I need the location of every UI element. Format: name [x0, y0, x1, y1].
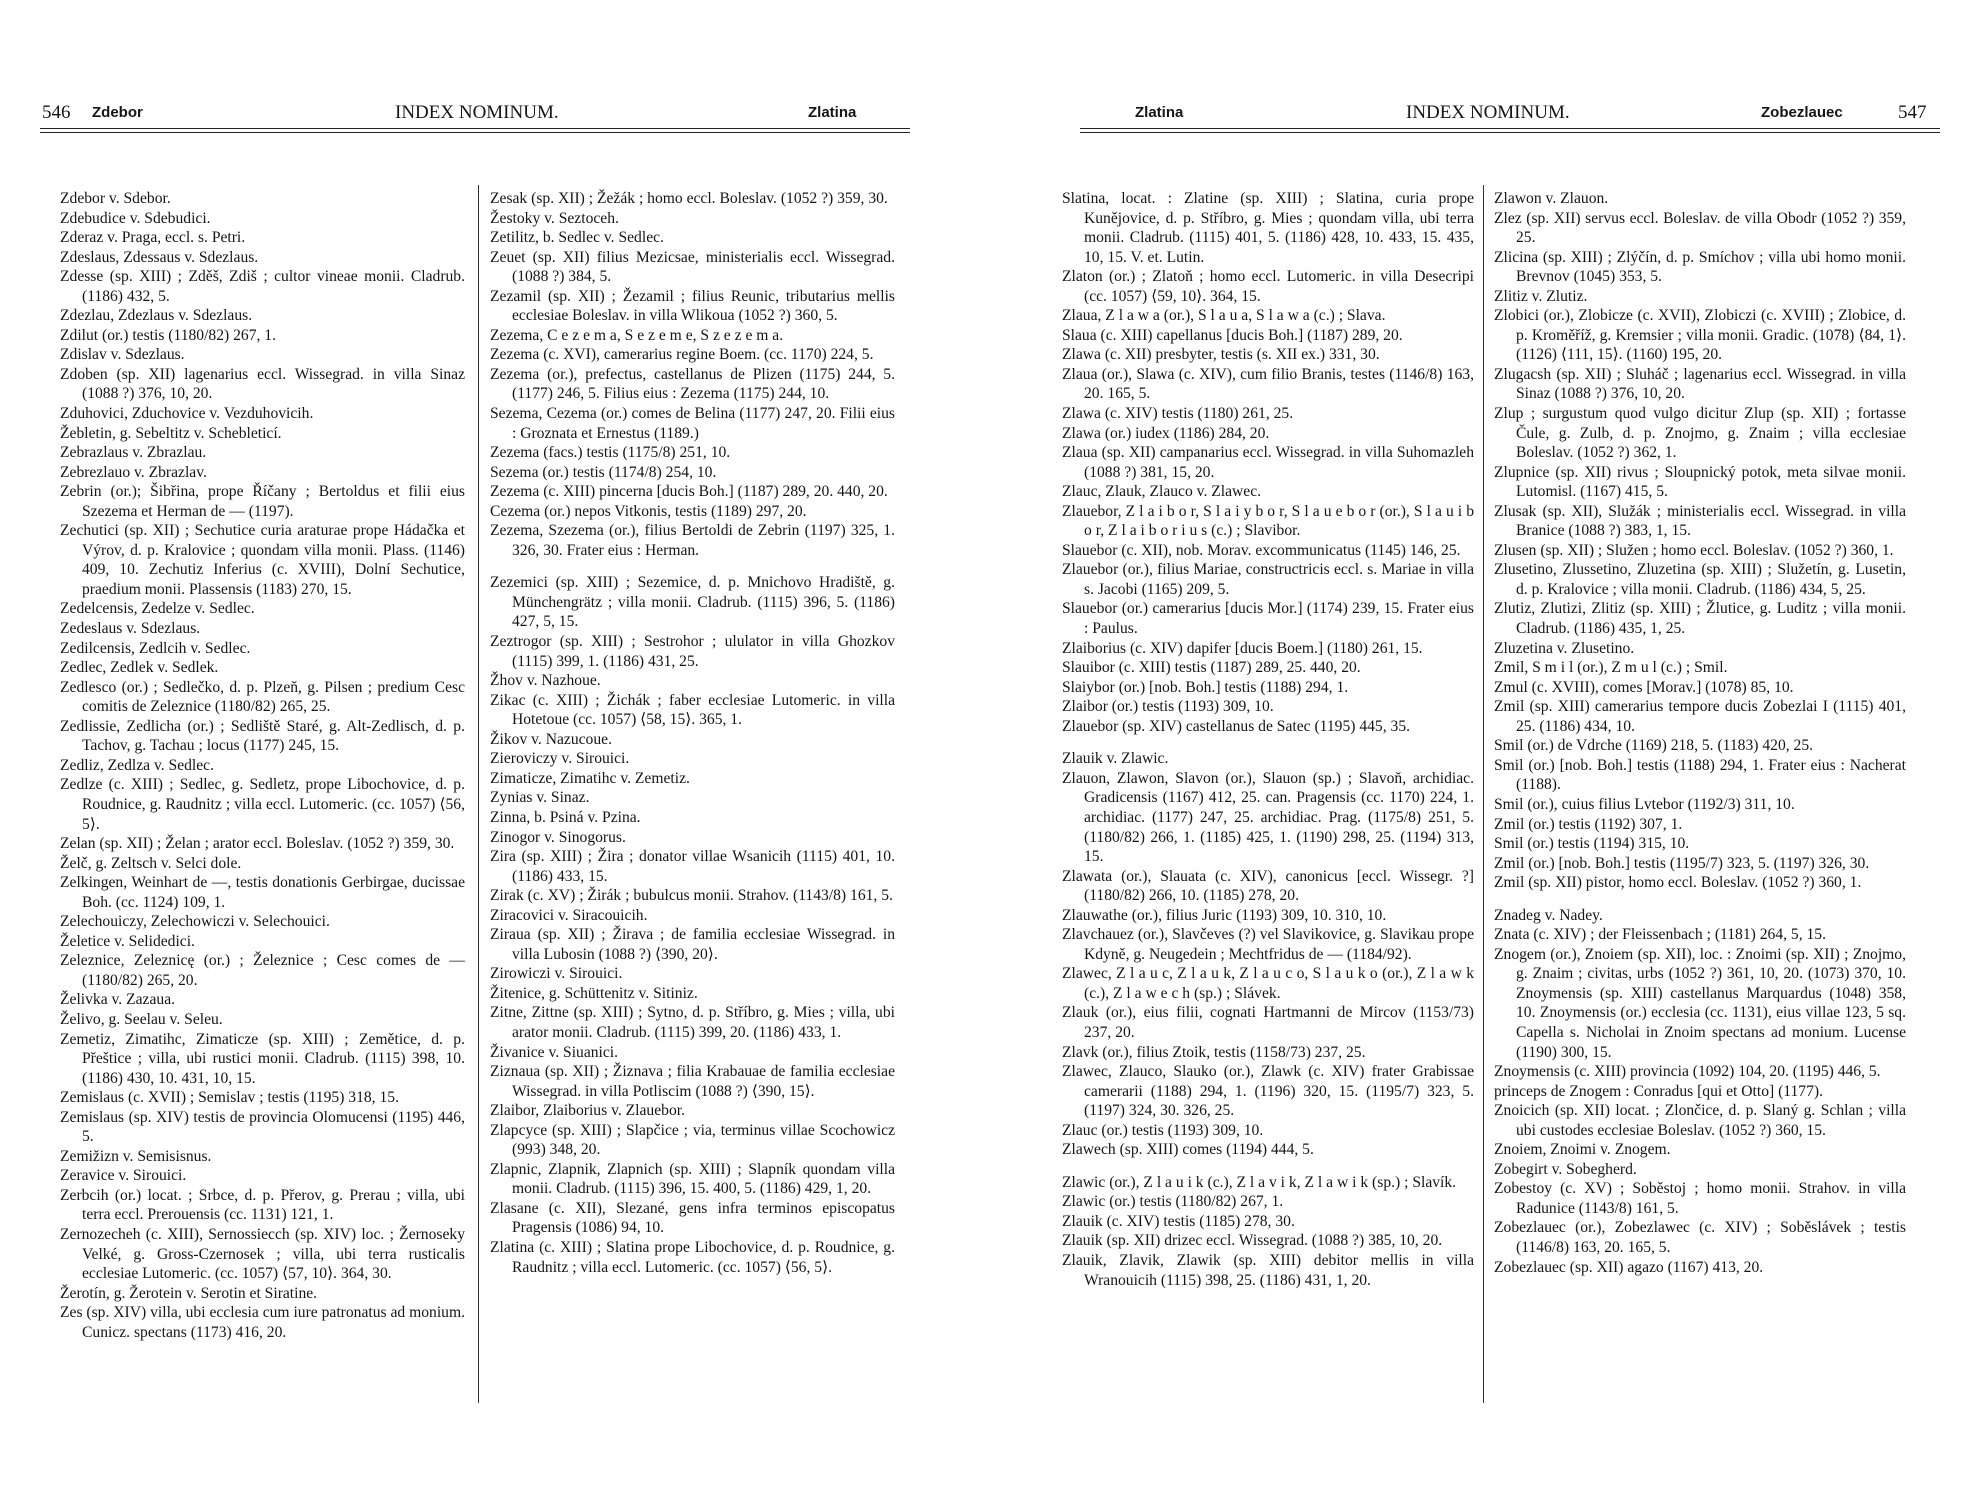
index-entry: Žestoky v. Seztoceh. — [490, 209, 619, 227]
index-entry: Zemetiz, Zimatihc, Zimaticze (sp. XIII) ; Zemětice, d. p. Přeštice ; villa, ubi rustici monii. Cladrub. (1115) 398, 10. (1186) 430, 10. 431, 10, 15. — [60, 1030, 465, 1087]
left-header-rule-thin — [40, 132, 910, 133]
index-entry: Zduhovici, Zduchovice v. Vezduhovicih. — [60, 405, 314, 423]
left-header-title: INDEX NOMINUM. — [395, 102, 559, 123]
index-entry: Zlaua (sp. XII) campanarius eccl. Wissegrad. in villa Suhomazleh (1088 ?) 381, 15, 20. — [1062, 444, 1474, 481]
index-entry: Želivo, g. Seelau v. Seleu. — [60, 1010, 223, 1028]
index-entry: Zezemici (sp. XIII) ; Sezemice, d. p. Mnichovo Hradiště, g. Münchengrätz ; villa monii. Cladrub. (1115) 396, 5. (1186) 427, 5, 15. — [490, 574, 895, 631]
index-entry: Smil (or.) testis (1194) 315, 10. — [1494, 835, 1690, 853]
index-entry: Zlauk (or.), eius filii, cognati Hartmanni de Mircov (1153/73) 237, 20. — [1062, 1004, 1474, 1041]
index-entry: Znadeg v. Nadey. — [1494, 906, 1603, 924]
index-entry: Zluzetina v. Zlusetino. — [1494, 639, 1635, 657]
right-header-first-entry: Zlatina — [1135, 104, 1184, 121]
right-column-2 — [1494, 189, 1906, 1277]
index-entry: Zeuet (sp. XII) filius Mezicsae, ministerialis eccl. Wissegrad. (1088 ?) 384, 5. — [490, 248, 895, 286]
index-entry: Slaiybor (or.) [nob. Boh.] testis (1188) 294, 1. — [1062, 678, 1349, 696]
index-entry: Zmul (c. XVIII), comes [Morav.] (1078) 85, 10. — [1494, 678, 1794, 696]
left-column-1 — [60, 189, 465, 1342]
index-entry: Ziracovici v. Siracouicih. — [490, 906, 648, 924]
index-entry: Zelkingen, Weinhart de —, testis donationis Gerbirgae, ducissae Boh. (cc. 1124) 109, 1. — [60, 874, 465, 911]
index-entry: Zlawata (or.), Slauata (c. XIV), canonicus [eccl. Wissegr. ?] (1180/82) 266, 10. (1185) 278, 20. — [1062, 867, 1474, 905]
index-entry: Zlauik, Zlavik, Zlawik (sp. XIII) debitor mellis in villa Wranouicih (1115) 398, 25. (1186) 431, 1, 20. — [1062, 1251, 1474, 1289]
index-entry: Zitne, Zittne (sp. XIII) ; Sytno, d. p. Stříbro, g. Mies ; villa, ubi arator monii. Cladrub. (1115) 399, 20. (1186) 433, 1. — [490, 1004, 895, 1041]
index-entry: Zedliz, Zedlza v. Sedlec. — [60, 756, 214, 774]
index-entry: Zetilitz, b. Sedlec v. Sedlec. — [490, 229, 664, 247]
index-entry: Zeztrogor (sp. XIII) ; Sestrohor ; ululator in villa Ghozkov (1115) 399, 1. (1186) 431, 25. — [490, 633, 895, 670]
index-entry: Želivka v. Zazaua. — [60, 991, 176, 1009]
index-entry: Ziznaua (sp. XII) ; Žiznava ; filia Krabauae de familia ecclesiae Wissegrad. in villa Potliscim (1088 ?) ⟨390, 15⟩. — [490, 1063, 895, 1100]
index-entry: Zdilut (or.) testis (1180/82) 267, 1. — [60, 326, 276, 344]
index-entry: Zlauik (c. XIV) testis (1185) 278, 30. — [1062, 1212, 1295, 1230]
index-entry: Zlauc, Zlauk, Zlauco v. Zlawec. — [1062, 483, 1262, 501]
index-entry: Žebletin, g. Sebeltitz v. Schebleticí. — [60, 424, 282, 442]
index-entry: Žerotín, g. Žerotein v. Serotin et Siratine. — [60, 1284, 318, 1302]
right-header-last-entry: Zobezlauec — [1761, 104, 1843, 121]
index-entry: Zezema (c. XVI), camerarius regine Boem. (cc. 1170) 224, 5. — [490, 346, 874, 364]
index-entry: Zinogor v. Sinogorus. — [490, 828, 626, 846]
index-entry: princeps de Znogem : Conradus [qui et Otto] (1177). — [1494, 1082, 1823, 1100]
index-entry: Zedlissie, Zedlicha (or.) ; Sedliště Staré, g. Alt-Zedlisch, d. p. Tachov, g. Tachau ; locus (1177) 245, 15. — [60, 717, 465, 755]
index-entry: Zezema, Szezema (or.), filius Bertoldi de Zebrin (1197) 325, 1. 326, 30. Frater eius : Herman. — [490, 522, 895, 559]
index-entry: Zlauc (or.) testis (1193) 309, 10. — [1062, 1121, 1264, 1139]
index-entry: Zlauwathe (or.), filius Juric (1193) 309, 10. 310, 10. — [1062, 906, 1387, 924]
index-entry: Živanice v. Siuanici. — [490, 1043, 619, 1061]
index-entry: Zlupnice (sp. XII) rivus ; Sloupnický potok, meta silvae monii. Lutomisl. (1167) 415, 5. — [1494, 463, 1906, 501]
index-entry: Zlusen (sp. XII) ; Služen ; homo eccl. Boleslav. (1052 ?) 360, 1. — [1494, 541, 1894, 559]
index-entry: Smil (or.) [nob. Boh.] testis (1188) 294, 1. Frater eius : Nacherat (1188). — [1494, 756, 1906, 794]
index-entry: Zedlesco (or.) ; Sedlečko, d. p. Plzeň, g. Pilsen ; predium Cesc comitis de Zeleznice (1180/82) 265, 25. — [60, 678, 465, 716]
index-entry: Znata (c. XIV) ; der Fleissenbach ; (1181) 264, 5, 15. — [1494, 926, 1826, 944]
right-page-header — [1080, 98, 1940, 128]
right-page-number: 547 — [1898, 102, 1927, 123]
index-entry: Zlaua (or.), Slawa (c. XIV), cum filio Branis, testes (1146/8) 163, 20. 165, 5. — [1062, 365, 1474, 403]
index-entry: Zesak (sp. XII) ; Žežák ; homo eccl. Boleslav. (1052 ?) 359, 30. — [490, 190, 888, 207]
index-entry: Zmil (sp. XIII) camerarius tempore ducis Zobezlai I (1115) 401, 25. (1186) 434, 10. — [1494, 698, 1906, 735]
index-entry: Znogem (or.), Znoiem (sp. XII), loc. : Znoimi (sp. XII) ; Znojmo, g. Znaim ; civitas, urbs (1052 ?) 361, 10, 20. (1073) 370, 10. Znoymensis (sp. XIII) castellanus Marquardus (1048) 358, 10. Znoymensis (or.) ecclesia (cc. 1131), eius villae 123, 5 sq. Capella s. Nicholai in Znoim spectans ad monium. Lucense (1190) 300, 15. — [1494, 945, 1906, 1061]
left-page-number: 546 — [42, 102, 71, 123]
index-entry: Zobestoy (c. XV) ; Soběstoj ; homo monii. Strahov. in villa Radunice (1143/8) 161, 5. — [1494, 1180, 1906, 1217]
index-entry: Slauebor (c. XII), nob. Morav. excommunicatus (1145) 146, 25. — [1062, 541, 1461, 559]
index-entry: Zmil (or.) [nob. Boh.] testis (1195/7) 323, 5. (1197) 326, 30. — [1494, 854, 1870, 872]
index-entry: Znoymensis (c. XIII) provincia (1092) 104, 20. (1195) 446, 5. — [1494, 1063, 1881, 1081]
index-entry: Zieroviczy v. Sirouici. — [490, 750, 630, 768]
right-column-1 — [1062, 189, 1474, 1290]
index-entry: Zlez (sp. XII) servus eccl. Boleslav. de villa Obodr (1052 ?) 359, 25. — [1494, 209, 1906, 247]
index-entry: Zlauik (sp. XII) drizec eccl. Wissegrad. (1088 ?) 385, 10, 20. — [1062, 1232, 1443, 1250]
index-entry: Zelechouiczy, Zelechowiczi v. Selechouici. — [60, 913, 330, 931]
index-entry: Zikac (c. XIII) ; Žichák ; faber ecclesiae Lutomeric. in villa Hotetoue (cc. 1057) ⟨58, 15⟩. 365, 1. — [490, 691, 895, 729]
index-entry: Zernozecheh (c. XIII), Sernossiecch (sp. XIV) loc. ; Žernoseky Velké, g. Gross-Czernosek ; villa, ubi terra rusticalis ecclesiae Lutomeric. (cc. 1057) ⟨57, 10⟩. 364, 30. — [60, 1225, 465, 1283]
index-entry: Zeleznice, Zeleznicę (or.) ; Železnice ; Cesc comes de — (1180/82) 265, 20. — [60, 952, 465, 989]
index-entry: Zlup ; surgustum quod vulgo dicitur Zlup (sp. XII) ; fortasse Čule, g. Zulb, d. p. Znojmo, g. Znaim ; villa ecclesiae Boleslav. (1052 ?) 362, 1. — [1494, 405, 1906, 462]
index-entry: Zelan (sp. XII) ; Želan ; arator eccl. Boleslav. (1052 ?) 359, 30. — [60, 835, 455, 853]
index-entry: Zemižizn v. Semisisnus. — [60, 1147, 212, 1165]
index-entry: Zeravice v. Sirouici. — [60, 1167, 187, 1185]
index-entry: Zlavchauez (or.), Slavčeves (?) vel Slavikovice, g. Slavikau prope Kdyně, g. Neugedein ; Mechtfridus de — (1184/92). — [1062, 926, 1474, 963]
index-entry: Zlusetino, Zlussetino, Zluzetina (sp. XIII) ; Služetín, g. Lusetin, d. p. Kralovice ; villa monii. Cladrub. (1186) 434, 5, 25. — [1494, 561, 1906, 598]
index-entry: Zedelcensis, Zedelze v. Sedlec. — [60, 600, 255, 618]
index-entry: Zdebor v. Sdebor. — [60, 190, 171, 207]
index-entry: Znoicich (sp. XII) locat. ; Zlončice, d. p. Slaný g. Schlan ; villa ubi custodes ecclesiae Boleslav. (1052 ?) 360, 15. — [1494, 1102, 1906, 1139]
index-entry: Zlauik v. Zlawic. — [1062, 750, 1169, 768]
index-entry: Zedeslaus v. Sdezlaus. — [60, 620, 201, 638]
index-entry: Zdoben (sp. XII) lagenarius eccl. Wissegrad. in villa Sinaz (1088 ?) 376, 10, 20. — [60, 365, 465, 403]
left-page-header — [40, 98, 910, 128]
left-column-divider — [478, 185, 479, 1403]
index-entry: Zinna, b. Psiná v. Pzina. — [490, 808, 641, 826]
index-entry: Žhov v. Nazhoue. — [490, 672, 601, 690]
index-entry: Zimaticze, Zimatihc v. Zemetiz. — [490, 769, 690, 787]
index-entry: Zlapnic, Zlapnik, Zlapnich (sp. XIII) ; Slapník quondam villa monii. Cladrub. (1115) 396, 15. 400, 5. (1186) 429, 1, 20. — [490, 1160, 895, 1198]
index-entry: Zlaiborius (c. XIV) dapifer [ducis Boem.] (1180) 261, 15. — [1062, 639, 1423, 657]
index-entry: Žitenice, g. Schüttenitz v. Sitiniz. — [490, 984, 698, 1002]
right-page — [989, 0, 1978, 1500]
left-header-first-entry: Zdebor — [92, 104, 143, 121]
index-entry: Slauebor (or.) camerarius [ducis Mor.] (1174) 239, 15. Frater eius : Paulus. — [1062, 600, 1474, 638]
index-entry: Zynias v. Sinaz. — [490, 789, 590, 807]
index-entry: Zemislaus (c. XVII) ; Semislav ; testis (1195) 318, 15. — [60, 1089, 399, 1107]
index-entry: Zirowiczi v. Sirouici. — [490, 965, 623, 983]
index-entry: Zlicina (sp. XIII) ; Zlýčín, d. p. Smíchov ; villa ubi homo monii. Brevnov (1045) 353, 5. — [1494, 248, 1906, 286]
index-entry: Zezema (or.), prefectus, castellanus de Plizen (1175) 244, 5. (1177) 246, 5. Filius eius : Zezema (1175) 244, 10. — [490, 365, 895, 403]
index-entry: Zlutiz, Zlutizi, Zlitiz (sp. XIII) ; Žlutice, g. Luditz ; villa monii. Cladrub. (1186) 435, 1, 25. — [1494, 600, 1906, 638]
index-entry: Zlauon, Zlawon, Slavon (or.), Slauon (sp.) ; Slavoň, archidiac. Gradicensis (1167) 412, 25. can. Pragensis (cc. 1170) 224, 1. archidiac. (1177) 247, 25. archidiac. Prag. (1175/8) 251, 5. (1180/82) 266, 1. (1185) 425, 1. (1190) 298, 25. (1194) 313, 15. — [1062, 769, 1474, 866]
index-entry: Zlawic (or.) testis (1180/82) 267, 1. — [1062, 1193, 1284, 1211]
index-entry: Zlobici (or.), Zlobicze (c. XVII), Zlobiczi (c. XVIII) ; Zlobice, d. p. Kroměříž, g. Kremsier ; villa monii. Gradic. (1078) ⟨84, 1⟩. (1126) ⟨111, 15⟩. (1160) 195, 20. — [1494, 307, 1906, 364]
index-entry: Zderaz v. Praga, eccl. s. Petri. — [60, 229, 246, 247]
index-entry: Zdesse (sp. XIII) ; Zděš, Zdiš ; cultor vineae monii. Cladrub. (1186) 432, 5. — [60, 268, 465, 305]
index-entry: Zlavk (or.), filius Ztoik, testis (1158/73) 237, 25. — [1062, 1043, 1366, 1061]
index-entry: Zlawec, Z l a u c, Z l a u k, Z l a u c o, S l a u k o (or.), Z l a w k (c.), Z l a w e c h (sp.) ; Slávek. — [1062, 965, 1474, 1002]
index-entry: Zebrezlauo v. Zbrazlav. — [60, 463, 207, 481]
index-entry: Zdeslaus, Zdessaus v. Sdezlaus. — [60, 248, 259, 266]
index-entry: Žikov v. Nazucoue. — [490, 730, 612, 748]
index-entry: Zlusak (sp. XII), Služák ; ministerialis eccl. Wissegrad. in villa Branice (1088 ?) 383, 1, 15. — [1494, 502, 1906, 540]
index-entry: Zmil (sp. XII) pistor, homo eccl. Boleslav. (1052 ?) 360, 1. — [1494, 874, 1862, 892]
index-entry: Zechutici (sp. XII) ; Sechutice curia araturae prope Hádačka et Výrov, d. p. Kralovice ; quondam villa monii. Plass. (1146) 409, 10. Zechutiz Inferius (c. XVIII), Dolní Sechutice, praedium monii. Plassensis (1183) 270, 15. — [60, 522, 465, 598]
index-entry: Zezamil (sp. XII) ; Žezamil ; filius Reunic, tributarius mellis ecclesiae Boleslav. in villa Wlikoua (1052 ?) 360, 5. — [490, 287, 895, 325]
index-entry: Slauibor (c. XIII) testis (1187) 289, 25. 440, 20. — [1062, 659, 1361, 677]
index-entry: Zlawic (or.), Z l a u i k (c.), Z l a v i k, Z l a w i k (sp.) ; Slavík. — [1062, 1173, 1457, 1191]
index-entry: Zira (sp. XIII) ; Žira ; donator villae Wsanicih (1115) 401, 10. (1186) 433, 15. — [490, 848, 895, 885]
index-entry: Zmil, S m i l (or.), Z m u l (c.) ; Smil. — [1494, 659, 1728, 677]
index-entry: Zmil (or.) testis (1192) 307, 1. — [1494, 815, 1683, 833]
index-entry: Zlaibor (or.) testis (1193) 309, 10. — [1062, 698, 1274, 716]
index-entry: Zlauebor (sp. XIV) castellanus de Satec (1195) 445, 35. — [1062, 717, 1411, 735]
index-entry: Zebrazlaus v. Zbrazlau. — [60, 444, 207, 462]
index-entry: Sezema, Cezema (or.) comes de Belina (1177) 247, 20. Filii eius : Groznata et Ernestus (1189.) — [490, 405, 895, 442]
index-entry: Zebrin (or.); Šibřina, prope Říčany ; Bertoldus et filii eius Szezema et Herman de — (1197). — [60, 483, 465, 520]
index-entry: Sezema (or.) testis (1174/8) 254, 10. — [490, 463, 717, 481]
right-header-rule-thin — [1080, 132, 1940, 133]
index-entry: Smil (or.), cuius filius Lvtebor (1192/3) 311, 10. — [1494, 795, 1795, 813]
index-entry: Zlawa (c. XIV) testis (1180) 261, 25. — [1062, 405, 1294, 423]
index-entry: Zirak (c. XV) ; Žirák ; bubulcus monii. Strahov. (1143/8) 161, 5. — [490, 887, 893, 905]
index-entry: Zemislaus (sp. XIV) testis de provincia Olomucensi (1195) 446, 5. — [60, 1108, 465, 1146]
index-entry: Zerbcih (or.) locat. ; Srbce, d. p. Přerov, g. Prerau ; villa, ubi terra eccl. Prerouensis (cc. 1131) 121, 1. — [60, 1186, 465, 1224]
right-header-title: INDEX NOMINUM. — [1406, 102, 1570, 123]
index-entry: Zdislav v. Sdezlaus. — [60, 346, 185, 364]
index-entry: Zlauebor, Z l a i b o r, S l a i y b o r, S l a u e b o r (or.), S l a u i b o r, Z l a i b o r i u s (c.) ; Slavibor. — [1062, 502, 1474, 540]
right-header-rule — [1080, 128, 1940, 129]
left-header-rule — [40, 128, 910, 129]
index-entry: Zezema (c. XIII) pincerna [ducis Boh.] (1187) 289, 20. 440, 20. — [490, 483, 888, 501]
index-entry: Zobezlauec (sp. XII) agazo (1167) 413, 20. — [1494, 1258, 1764, 1276]
index-entry: Smil (or.) de Vdrche (1169) 218, 5. (1183) 420, 25. — [1494, 737, 1814, 755]
index-entry: Cezema (or.) nepos Vitkonis, testis (1189) 297, 20. — [490, 502, 807, 520]
index-entry: Zedilcensis, Zedlcih v. Sedlec. — [60, 639, 251, 657]
index-entry: Ziraua (sp. XII) ; Žirava ; de familia ecclesiae Wissegrad. in villa Lubosin (1088 ?) ⟨390, 20⟩. — [490, 926, 895, 963]
index-entry: Želč, g. Zeltsch v. Selci dole. — [60, 854, 242, 872]
index-entry: Zlapcyce (sp. XIII) ; Slapčice ; via, terminus villae Scochowicz (993) 348, 20. — [490, 1121, 895, 1159]
left-column-2 — [490, 189, 895, 1277]
index-entry: Zes (sp. XIV) villa, ubi ecclesia cum iure patronatus ad monium. Cunicz. spectans (1173) 416, 20. — [60, 1304, 465, 1341]
index-entry: Znoiem, Znoimi v. Znogem. — [1494, 1141, 1671, 1159]
index-entry: Slaua (c. XIII) capellanus [ducis Boh.] (1187) 289, 20. — [1062, 326, 1403, 344]
index-entry: Zlawech (sp. XIII) comes (1194) 444, 5. — [1062, 1141, 1314, 1159]
index-entry: Zlitiz v. Zlutiz. — [1494, 287, 1588, 305]
index-entry: Zlawa (c. XII) presbyter, testis (s. XII ex.) 331, 30. — [1062, 346, 1380, 364]
index-entry: Zlawec, Zlauco, Slauko (or.), Zlawk (c. XIV) frater Grabissae camerarii (1188) 294, 1. (1196) 320, 15. (1195/7) 323, 5. (1197) 324, 30. 326, 25. — [1062, 1063, 1474, 1120]
index-entry: Zezema (facs.) testis (1175/8) 251, 10. — [490, 444, 731, 462]
left-header-last-entry: Zlatina — [808, 104, 857, 121]
index-entry: Zedlze (c. XIII) ; Sedlec, g. Sedletz, prope Libochovice, d. p. Roudnice, g. Raudnitz ; villa eccl. Lutomeric. (cc. 1057) ⟨56, 5⟩. — [60, 776, 465, 833]
index-entry: Zlugacsh (sp. XII) ; Sluháč ; lagenarius eccl. Wissegrad. in villa Sinaz (1088 ?) 376, 10, 20. — [1494, 365, 1906, 403]
index-entry: Zlasane (c. XII), Slezané, gens infra terminos episcopatus Pragensis (1086) 94, 10. — [490, 1199, 895, 1237]
index-entry: Zlawa (or.) iudex (1186) 284, 20. — [1062, 424, 1270, 442]
index-entry: Zlaua, Z l a w a (or.), S l a u a, S l a w a (c.) ; Slava. — [1062, 307, 1386, 325]
index-entry: Zobezlauec (or.), Zobezlawec (c. XIV) ; Soběslávek ; testis (1146/8) 163, 20. 165, 5. — [1494, 1219, 1906, 1256]
index-entry: Želetice v. Selidedici. — [60, 932, 195, 950]
index-entry: Zlatina (c. XIII) ; Slatina prope Libochovice, d. p. Roudnice, g. Raudnitz ; villa eccl. Lutomeric. (cc. 1057) ⟨56, 5⟩. — [490, 1238, 895, 1276]
index-entry: Zedlec, Zedlek v. Sedlek. — [60, 659, 219, 677]
index-entry: Zdezlau, Zdezlaus v. Sdezlaus. — [60, 307, 253, 325]
index-entry: Zlauebor (or.), filius Mariae, constructricis eccl. s. Mariae in villa s. Jacobi (1165) 209, 5. — [1062, 561, 1474, 598]
index-entry: Zobegirt v. Sobegherd. — [1494, 1160, 1637, 1178]
index-entry: Zdebudice v. Sdebudici. — [60, 209, 211, 227]
index-entry: Slatina, locat. : Zlatine (sp. XIII) ; Slatina, curia prope Kunějovice, d. p. Stříbro, g. Mies ; quondam villa, ubi terra monii. Cladrub. (1115) 401, 5. (1186) 428, 10. 433, 15. 435, 10, 15. V. et. Lutin. — [1062, 190, 1474, 266]
index-entry: Zlawon v. Zlauon. — [1494, 190, 1609, 207]
index-entry: Zlaibor, Zlaiborius v. Zlauebor. — [490, 1102, 685, 1120]
index-entry: Zezema, C e z e m a, S e z e m e, S z e z e m a. — [490, 326, 784, 344]
right-column-divider — [1483, 185, 1484, 1403]
index-entry: Zlaton (or.) ; Zlatoň ; homo eccl. Lutomeric. in villa Desecripi (cc. 1057) ⟨59, 10⟩. 364, 15. — [1062, 268, 1474, 305]
